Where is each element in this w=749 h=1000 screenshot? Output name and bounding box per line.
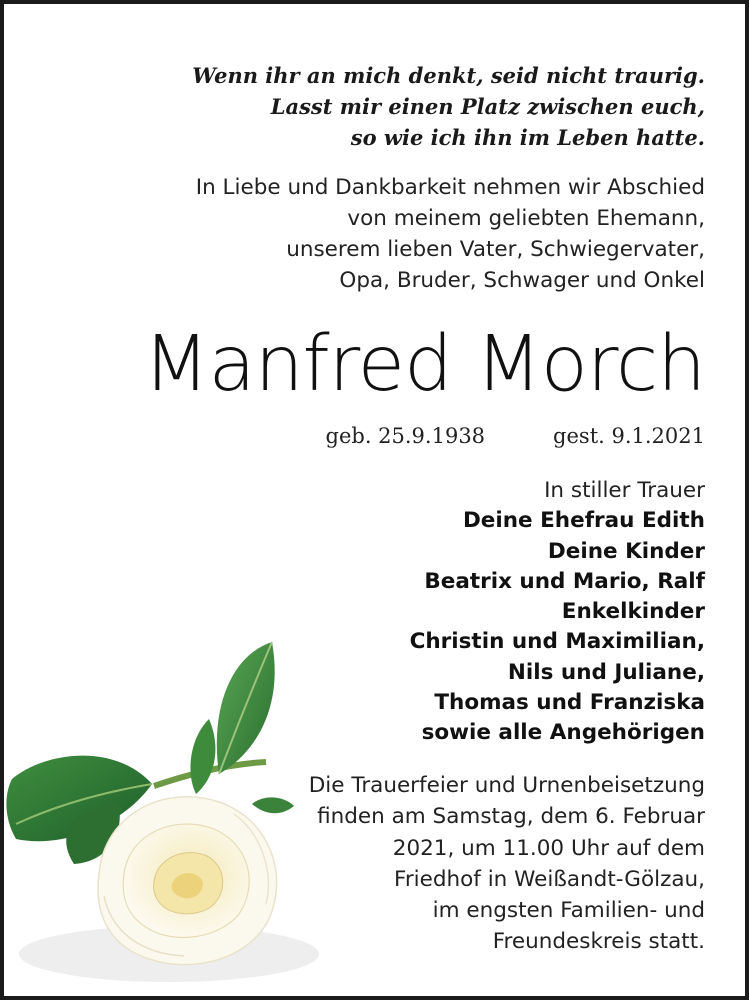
mourner-line: Nils und Juliane, bbox=[507, 659, 705, 685]
mourners-heading: In stiller Trauer bbox=[544, 478, 705, 503]
mourner-line: sowie alle Angehörigen bbox=[421, 720, 705, 746]
funeral-line: Friedhof in Weißandt-Gölzau, bbox=[394, 866, 705, 892]
funeral-line: im engsten Familien- und bbox=[432, 898, 705, 924]
farewell-line: Opa, Bruder, Schwager und Onkel bbox=[339, 268, 705, 293]
farewell-line: von meinem geliebten Ehemann, bbox=[347, 206, 705, 231]
life-dates bbox=[326, 421, 706, 451]
funeral-line: Freundeskreis statt. bbox=[492, 929, 705, 955]
mourner-line: Deine Ehefrau Edith bbox=[462, 508, 705, 534]
mourners-list bbox=[410, 476, 705, 749]
deceased-name: Manfred Morch bbox=[143, 320, 705, 409]
funeral-line: 2021, um 11.00 Uhr auf dem bbox=[392, 835, 705, 861]
poem-line: so wie ich ihn im Leben hatte. bbox=[350, 125, 705, 150]
funeral-line: finden am Samstag, dem 6. Februar bbox=[317, 804, 705, 830]
poem-line: Lasst mir einen Platz zwischen euch, bbox=[270, 94, 705, 119]
mourner-line: Beatrix und Mario, Ralf bbox=[424, 568, 705, 594]
funeral-line: Die Trauerfeier und Urnenbeisetzung bbox=[308, 773, 705, 798]
farewell-line: unserem lieben Vater, Schwiegervater, bbox=[286, 237, 705, 262]
poem-line: Wenn ihr an mich denkt, seid nicht traurig. bbox=[192, 63, 705, 88]
farewell-text bbox=[196, 172, 705, 296]
mourner-line: Enkelkinder bbox=[561, 599, 705, 625]
funeral-details bbox=[309, 770, 705, 958]
white-rose-icon bbox=[4, 634, 334, 1000]
birth-date: geb. 25.9.1938 bbox=[325, 424, 486, 448]
death-date: gest. 9.1.2021 bbox=[553, 424, 705, 448]
farewell-line: In Liebe und Dankbarkeit nehmen wir Abschied bbox=[195, 175, 705, 200]
mourner-line: Christin und Maximilian, bbox=[409, 629, 705, 655]
mourner-line: Thomas und Franziska bbox=[434, 690, 705, 716]
mourner-line: Deine Kinder bbox=[547, 538, 705, 564]
poem-quote bbox=[192, 60, 705, 153]
